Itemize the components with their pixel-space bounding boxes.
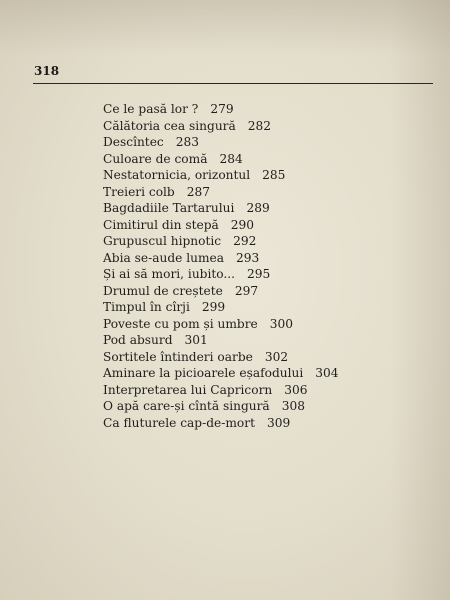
toc-entry: [103, 365, 339, 382]
toc-entry: [103, 316, 339, 333]
toc-entry-title: Ce le pasă lor ?: [103, 102, 199, 116]
toc-entry: [103, 398, 339, 415]
toc-entry-title: Și ai să mori, iubito...: [103, 267, 236, 281]
toc-entry-page: 297: [234, 283, 259, 298]
toc-entry: [103, 151, 339, 168]
toc-entry: [103, 382, 339, 399]
toc-entry-page: 290: [230, 217, 255, 232]
toc-entry-page: 299: [201, 300, 226, 314]
toc-entry-title: Culoare de comă: [103, 151, 208, 166]
toc-entry-page: 309: [266, 415, 291, 430]
toc-entry: [103, 332, 339, 349]
toc-entry-title: Descîntec: [103, 135, 164, 149]
toc-entry-title: Călătoria cea singură: [103, 118, 236, 133]
toc-entry-page: 283: [175, 135, 200, 149]
toc-entry: [103, 101, 339, 118]
toc-entry-title: O apă care-și cîntă singură: [103, 399, 270, 413]
toc-entry-page: 306: [284, 382, 308, 397]
toc-entry-title: Nestatornicia, orizontul: [103, 168, 251, 182]
toc-entry: [103, 299, 339, 316]
toc-entry: [103, 415, 339, 432]
toc-entry-title: Timpul în cîrji: [103, 300, 190, 314]
toc-entry-page: 282: [247, 118, 272, 133]
header-rule: [33, 83, 433, 84]
toc-entry-title: Sortitele întinderi oarbe: [103, 349, 253, 364]
page-shadow-top: [0, 0, 450, 55]
toc-entry: [103, 283, 339, 300]
toc-entry-title: Abia se-aude lumea: [103, 250, 225, 265]
toc-entry-title: Grupuscul hipnotic: [103, 234, 222, 248]
toc-entry-page: 302: [264, 349, 289, 364]
toc-entry-page: 279: [210, 102, 234, 116]
toc-entry-page: 289: [246, 201, 270, 215]
toc-entry: [103, 233, 339, 250]
toc-entry-page: 287: [186, 184, 211, 199]
toc-entry-page: 308: [281, 399, 305, 413]
table-of-contents: [103, 101, 339, 431]
toc-entry: [103, 349, 339, 366]
toc-entry: [103, 118, 339, 135]
toc-entry-title: Aminare la picioarele eșafodului: [103, 366, 304, 380]
toc-entry-title: Drumul de creștete: [103, 283, 223, 298]
page-shadow-right: [390, 0, 450, 600]
toc-entry: [103, 184, 339, 201]
toc-entry-page: 292: [233, 234, 257, 248]
toc-entry-title: Cimitirul din stepă: [103, 217, 219, 232]
toc-entry: [103, 266, 339, 283]
page-number: 318: [34, 64, 60, 78]
toc-entry-title: Treieri colb: [103, 184, 175, 199]
toc-entry-title: Poveste cu pom și umbre: [103, 316, 258, 331]
toc-entry: [103, 217, 339, 234]
toc-entry-page: 284: [219, 151, 243, 166]
toc-entry-page: 300: [269, 316, 294, 331]
toc-entry-page: 295: [247, 267, 271, 281]
toc-entry-page: 304: [315, 366, 339, 380]
toc-entry: [103, 250, 339, 267]
toc-entry-title: Ca fluturele cap-de-mort: [103, 415, 255, 430]
toc-entry-page: 285: [262, 168, 286, 182]
toc-entry: [103, 134, 339, 151]
toc-entry-page: 301: [184, 333, 208, 347]
toc-entry: [103, 167, 339, 184]
toc-entry-page: 293: [236, 250, 260, 265]
toc-entry-title: Interpretarea lui Capricorn: [103, 382, 273, 397]
toc-entry-title: Bagdadiile Tartarului: [103, 201, 235, 215]
toc-entry: [103, 200, 339, 217]
toc-entry-title: Pod absurd: [103, 333, 173, 347]
